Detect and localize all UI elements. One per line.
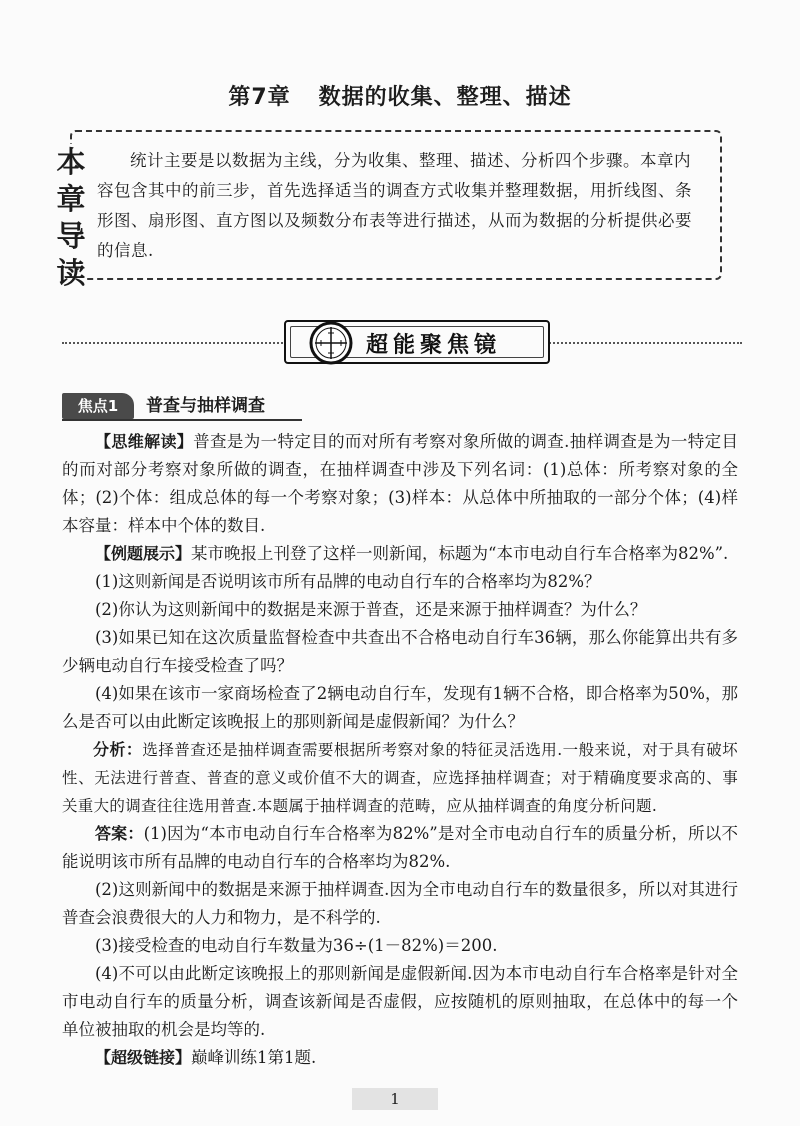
thinking-label: 【思维解读】 bbox=[95, 432, 194, 451]
answer-item: (1)因为“本市电动自行车合格率为82%”是对全市电动自行车的质量分析，所以不能说明该市所有品牌的电动自行车的合格率均为82%. bbox=[62, 824, 738, 871]
chapter-title bbox=[0, 80, 800, 111]
example-text: 某市晚报上刊登了这样一则新闻，标题为“本市电动自行车合格率为82%”. bbox=[191, 544, 729, 563]
intro-label-char: 章 bbox=[56, 182, 86, 216]
intro-label bbox=[56, 144, 86, 292]
answer-item: (2)这则新闻中的数据是来源于抽样调查.因为全市电动自行车的数量很多，所以对其进行普查会浪费很大的人力和物力，是不科学的. bbox=[62, 880, 738, 927]
intro-text: 统计主要是以数据为主线，分为收集、整理、描述、分析四个步骤。本章内容包含其中的前三步，首先选择适当的调查方式收集并整理数据，用折线图、条形图、扇形图、直方图以及频数分布表等进行描述，从而为数据的分析提供必要的信息. bbox=[97, 151, 692, 260]
focus-point-header bbox=[62, 393, 322, 419]
thinking-paragraph bbox=[62, 428, 738, 540]
example-question: (2)你认为这则新闻中的数据是来源于普查，还是来源于抽样调查？为什么？ bbox=[95, 600, 647, 619]
focus-point-title: 普查与抽样调查 bbox=[146, 396, 265, 416]
example-question: (4)如果在该市一家商场检查了2辆电动自行车，发现有1辆不合格，即合格率为50%，那么是否可以由此断定该晚报上的那则新闻是虚假新闻？为什么？ bbox=[62, 684, 738, 731]
analysis-label: 分析： bbox=[93, 740, 143, 759]
intro-label-char: 导 bbox=[56, 219, 86, 253]
link-label: 【超级链接】 bbox=[95, 1048, 192, 1067]
example-question: (3)如果已知在这次质量监督检查中共查出不合格电动自行车36辆，那么你能算出共有多少辆电动自行车接受检查了吗？ bbox=[62, 628, 738, 675]
link-paragraph bbox=[62, 1044, 738, 1072]
chapter-name: 数据的收集、整理、描述 bbox=[318, 85, 572, 110]
intro-label-char: 读 bbox=[56, 256, 86, 290]
answer-label: 答案： bbox=[95, 824, 144, 843]
focus-badge bbox=[284, 320, 550, 364]
focus-point-tag: 焦点1 bbox=[62, 393, 134, 419]
answer-item: (4)不可以由此断定该晚报上的那则新闻是虚假新闻.因为本市电动自行车合格率是针对全市电动自行车的质量分析，调查该新闻是否虚假，应按随机的原则抽取，在总体中的每一个单位被抽取的机会是均等的. bbox=[62, 964, 738, 1039]
page-number: 1 bbox=[352, 1088, 438, 1110]
thinking-text: 普查是为一特定目的而对所有考察对象所做的调查.抽样调查是为一特定目的而对部分考察对象所做的调查，在抽样调查中涉及下列名词：(1)总体：所考察对象的全体；(2)个体：组成总体的每一个考察对象；(3)样本：从总体中所抽取的一部分个体；(4)样本容量：样本中个体的数目. bbox=[62, 432, 738, 535]
analysis-text: 选择普查还是抽样调查需要根据所考察对象的特征灵活选用.一般来说，对于具有破坏性、无法进行普查、普查的意义或价值不大的调查，应选择抽样调查；对于精确度要求高的、事关重大的调查往往选用普查.本题属于抽样调查的范畴，应从抽样调查的角度分析问题. bbox=[62, 741, 738, 815]
example-paragraph bbox=[62, 540, 738, 568]
example-label: 【例题展示】 bbox=[95, 544, 192, 563]
focus-banner bbox=[62, 318, 742, 368]
analysis-paragraph bbox=[62, 736, 738, 820]
focus-point-underline bbox=[62, 419, 302, 421]
example-question: (1)这则新闻是否说明该市所有品牌的电动自行车的合格率均为82%？ bbox=[95, 572, 601, 591]
focus-banner-text: 超能聚焦镜 bbox=[366, 333, 502, 358]
link-text: 巅峰训练1第1题. bbox=[191, 1048, 317, 1067]
answer-item: (3)接受检查的电动自行车数量为36÷(1－82%)＝200. bbox=[95, 936, 498, 955]
answer-paragraph bbox=[62, 820, 738, 876]
body-text bbox=[62, 428, 738, 1072]
crosshair-lens-icon bbox=[306, 318, 356, 368]
chapter-number: 第7章 bbox=[228, 85, 291, 110]
intro-label-char: 本 bbox=[56, 145, 86, 179]
